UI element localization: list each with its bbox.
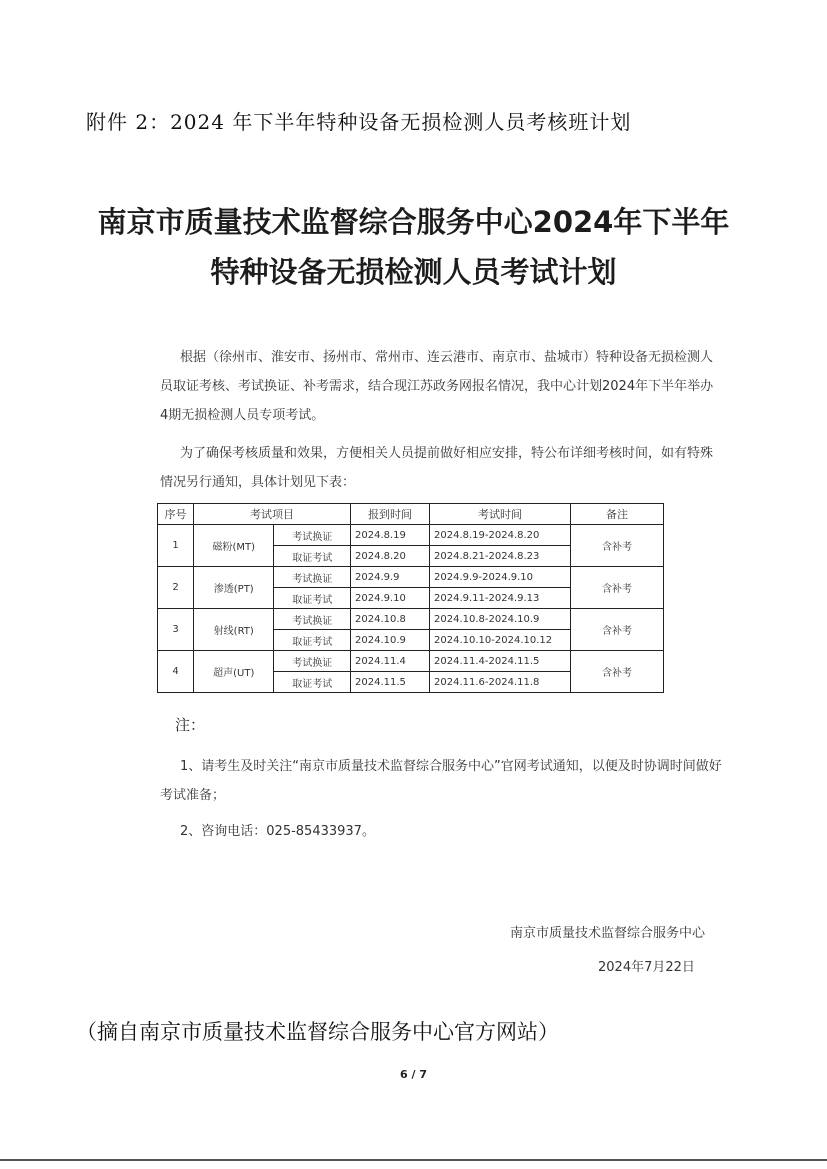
note-item-1: 1、请考生及时关注“南京市质量技术监督综合服务中心”官网考试通知，以便及时协调时间做好考试准备； [160, 759, 722, 803]
document-title-line2: 特种设备无损检测人员考试计划 [210, 255, 617, 289]
row-report: 2024.9.9 [351, 567, 430, 588]
row-no: 2 [158, 567, 194, 609]
row-type: 考试换证 [274, 525, 351, 546]
attachment-line: 附件 2：2024 年下半年特种设备无损检测人员考核班计划 [86, 110, 632, 134]
row-note: 含补考 [571, 567, 664, 609]
source-line: （摘自南京市质量技术监督综合服务中心官方网站） [76, 1020, 559, 1044]
row-type: 取证考试 [274, 672, 351, 693]
table-row [158, 525, 664, 546]
row-type: 考试换证 [274, 651, 351, 672]
table-row [158, 651, 664, 672]
row-exam: 2024.11.6-2024.11.8 [430, 672, 571, 693]
page-number: 6 / 7 [400, 1068, 427, 1081]
signature-organization: 南京市质量技术监督综合服务中心 [510, 926, 706, 941]
row-report: 2024.10.9 [351, 630, 430, 651]
header-note: 备注 [571, 504, 664, 525]
row-report: 2024.11.5 [351, 672, 430, 693]
row-exam: 2024.8.21-2024.8.23 [430, 546, 571, 567]
row-exam: 2024.9.11-2024.9.13 [430, 588, 571, 609]
notes-heading: 注： [175, 716, 206, 734]
header-exam-item: 考试项目 [194, 504, 351, 525]
row-exam: 2024.10.8-2024.10.9 [430, 609, 571, 630]
row-report: 2024.8.20 [351, 546, 430, 567]
table-header-row [158, 504, 664, 525]
row-report: 2024.11.4 [351, 651, 430, 672]
row-method: 磁粉(MT) [194, 525, 274, 567]
notice-paragraph: 为了确保考核质量和效果，方便相关人员提前做好相应安排，特公布详细考核时间，如有特殊情况另行通知，具体计划见下表： [160, 446, 714, 490]
row-exam: 2024.11.4-2024.11.5 [430, 651, 571, 672]
header-exam-time: 考试时间 [430, 504, 571, 525]
row-report: 2024.9.10 [351, 588, 430, 609]
note-item-2: 2、咨询电话：025-85433937。 [180, 824, 375, 839]
row-type: 取证考试 [274, 588, 351, 609]
row-note: 含补考 [571, 609, 664, 651]
row-note: 含补考 [571, 651, 664, 693]
row-no: 1 [158, 525, 194, 567]
signature-date: 2024年7月22日 [598, 960, 695, 975]
header-report-time: 报到时间 [351, 504, 430, 525]
document-title-line1: 南京市质量技术监督综合服务中心2024年下半年 [97, 205, 730, 239]
row-note: 含补考 [571, 525, 664, 567]
row-no: 4 [158, 651, 194, 693]
row-report: 2024.10.8 [351, 609, 430, 630]
intro-paragraph: 根据（徐州市、淮安市、扬州市、常州市、连云港市、南京市、盐城市）特种设备无损检测人员取证考核、考试换证、补考需求，结合现江苏政务网报名情况，我中心计划2024年下半年举办4期无损检测人员专项考试。 [160, 350, 714, 423]
row-exam: 2024.9.9-2024.9.10 [430, 567, 571, 588]
row-type: 考试换证 [274, 609, 351, 630]
row-exam: 2024.8.19-2024.8.20 [430, 525, 571, 546]
exam-plan-table [157, 503, 664, 693]
row-type: 取证考试 [274, 546, 351, 567]
header-no: 序号 [158, 504, 194, 525]
row-exam: 2024.10.10-2024.10.12 [430, 630, 571, 651]
row-method: 射线(RT) [194, 609, 274, 651]
row-type: 考试换证 [274, 567, 351, 588]
row-method: 超声(UT) [194, 651, 274, 693]
table-row [158, 609, 664, 630]
row-type: 取证考试 [274, 630, 351, 651]
row-method: 渗透(PT) [194, 567, 274, 609]
row-report: 2024.8.19 [351, 525, 430, 546]
row-no: 3 [158, 609, 194, 651]
bottom-rule [0, 1159, 827, 1161]
table-row [158, 567, 664, 588]
